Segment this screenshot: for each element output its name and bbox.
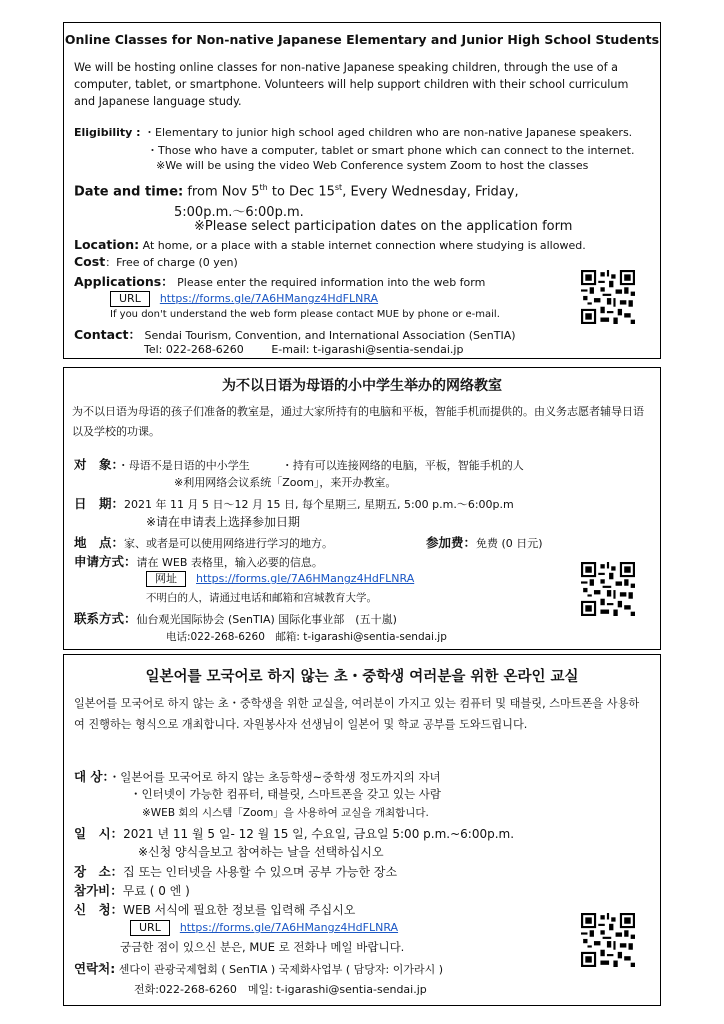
- chinese-target-row: [74, 455, 524, 473]
- zh-url-tag: 网址: [146, 571, 186, 587]
- english-applications-row: [74, 272, 485, 290]
- zh-target-1: ・母语不是日语的中小学生: [117, 459, 250, 472]
- zh-target-3: ※利用网络会议系统「Zoom」，来开办教室。: [174, 476, 397, 489]
- zh-fee-label: 参加费：: [426, 535, 477, 550]
- ko-fee-label: 참가비：: [74, 883, 123, 898]
- korean-apply-row: [74, 900, 355, 918]
- ko-contact: 센다이 관광국제협회 ( SenTIA ) 국제화사업부 ( 담당자: 이가라시 ): [118, 963, 444, 976]
- url-tag: URL: [110, 291, 150, 307]
- korean-title: 일본어를 모국어로 하지 않는 초・중학생 여러분을 위한 온라인 교실: [145, 669, 579, 685]
- zh-date: 2021 年 11 月 5 日～12 月 15 日, 每个星期三, 星期五, 5:00 p.m.～6:00p.m: [124, 498, 514, 511]
- date-sup-2: st: [334, 183, 343, 192]
- zh-date-note: ※请在申请表上选择参加日期: [146, 515, 301, 529]
- chinese-intro: 为不以日语为母语的孩子们准备的教室是，通过大家所持有的电脑和平板，智能手机而提供的。由义务志愿者辅导日语以及学校的功课。: [72, 405, 644, 438]
- english-intro: We will be hosting online classes for non-native Japanese speaking children, through the use of a computer, tablet, or smartphone. Volunteers will help support children with their school curriculum and Japanese language study.: [74, 61, 629, 108]
- korean-target-row: [74, 767, 441, 785]
- qr-code-icon: [581, 270, 635, 324]
- chinese-fee-row: [426, 533, 543, 551]
- english-form-link[interactable]: https://forms.gle/7A6HMangz4HdFLNRA: [159, 292, 379, 305]
- korean-url-row: [130, 920, 398, 936]
- cost-label: Cost: [74, 254, 106, 269]
- korean-date-row: [74, 824, 514, 842]
- chinese-url-row: [146, 571, 414, 587]
- zh-tel-email: 电话:022-268-6260 邮箱: t-igarashi@sentia-sendai.jp: [166, 631, 447, 643]
- korean-contact-row: [74, 959, 443, 977]
- english-title: Online Classes for Non-native Japanese Elementary and Junior High School Students: [64, 32, 660, 47]
- english-section: [63, 22, 661, 359]
- english-time: 5:00p.m.～6:00p.m.: [174, 205, 304, 220]
- ko-date-note: ※신청 양식을보고 참여하는 날을 선택하십시오: [138, 845, 384, 859]
- qr-code-icon: [581, 562, 635, 616]
- english-contact-row: [74, 325, 516, 343]
- ko-tel-email: 전화:022-268-6260 메일: t-igarashi@sentia-sendai.jp: [134, 983, 427, 996]
- zh-place-label: 地 点：: [74, 535, 125, 550]
- zh-apply-note: 不明白的人，请通过电话和邮箱和宫城教育大学。: [146, 592, 377, 604]
- english-date-note: ※Please select participation dates on the application form: [194, 219, 573, 234]
- zh-contact: 仙台观光国际协会 (SenTIA) 国际化事业部 (五十嵐): [136, 613, 397, 626]
- qr-code-icon: [581, 913, 635, 967]
- korean-fee-row: [74, 881, 190, 899]
- english-tel: Tel: 022-268-6260: [144, 343, 244, 356]
- ko-target-1: ・일본어를 모국어로 하지 않는 초등학생~중학생 정도까지의 자녀: [108, 770, 441, 784]
- cost-value: ：Free of charge (0 yen): [105, 256, 238, 269]
- ko-place-label: 장 소：: [74, 864, 124, 879]
- date-part-a: from Nov 5: [183, 184, 260, 200]
- chinese-section: [63, 367, 661, 650]
- chinese-apply-row: [74, 552, 323, 570]
- korean-form-link[interactable]: https://forms.gle/7A6HMangz4HdFLNRA: [179, 921, 399, 934]
- zh-contact-label: 联系方式：: [74, 611, 137, 626]
- location-label: Location:: [74, 237, 140, 252]
- chinese-place-row: [74, 533, 333, 551]
- english-date-row: [74, 183, 519, 199]
- ko-contact-label: 연락처:: [74, 961, 116, 976]
- english-location-row: [74, 237, 586, 252]
- english-app-note: If you don't understand the web form please contact MUE by phone or e-mail.: [110, 309, 500, 320]
- ko-apply: WEB 서식에 필요한 정보를 입력해 주십시오: [123, 903, 356, 917]
- english-eligibility-row: [74, 124, 632, 140]
- ko-date-label: 일 시：: [74, 826, 124, 841]
- chinese-date-row: [74, 494, 514, 512]
- date-part-b: to Dec 15: [267, 184, 335, 200]
- zh-target-label: 对 象：: [74, 457, 118, 472]
- eligibility-label: Eligibility :: [74, 126, 141, 139]
- contact-label: Contact：: [74, 327, 141, 342]
- english-email: E-mail: t-igarashi@sentia-sendai.jp: [271, 343, 464, 356]
- date-label: Date and time:: [74, 184, 184, 200]
- zh-target-2: ・持有可以连接网络的电脑，平板，智能手机的人: [281, 459, 524, 472]
- zh-apply-label: 申请方式：: [74, 554, 137, 569]
- ko-apply-note: 궁금한 점이 있으신 분은, MUE 로 전화나 메일 바랍니다.: [120, 940, 405, 954]
- ko-place: 집 또는 인터넷을 사용할 수 있으며 공부 가능한 장소: [123, 865, 398, 879]
- zh-place: 家、或者是可以使用网络进行学习的地方。: [124, 537, 334, 550]
- zh-apply: 请在 WEB 表格里，输入必要的信息。: [136, 556, 323, 569]
- english-cost-row: [74, 254, 238, 270]
- contact-value: Sendai Tourism, Convention, and International Association (SenTIA): [144, 329, 516, 342]
- eligibility-1: ・Elementary to junior high school aged children who are non-native Japanese speakers.: [144, 126, 633, 139]
- zh-fee: 免费 (0 日元): [476, 537, 543, 550]
- applications-label: Applications：: [74, 274, 174, 289]
- ko-apply-label: 신 청：: [74, 902, 124, 917]
- eligibility-2: ・Those who have a computer, tablet or smart phone which can connect to the internet.: [147, 144, 635, 157]
- ko-target-label: 대 상：: [74, 769, 109, 784]
- chinese-form-link[interactable]: https://forms.gle/7A6HMangz4HdFLNRA: [196, 572, 415, 585]
- date-part-c: , Every Wednesday, Friday,: [342, 184, 519, 200]
- date-sup-1: th: [259, 183, 268, 192]
- ko-url-tag: URL: [130, 920, 170, 936]
- korean-section: [63, 654, 661, 1006]
- ko-fee: 무료 ( 0 엔 ): [122, 884, 190, 898]
- applications-value: Please enter the required information into the web form: [177, 276, 486, 289]
- korean-place-row: [74, 862, 397, 880]
- eligibility-3: ※We will be using the video Web Conference system Zoom to host the classes: [156, 159, 589, 172]
- zh-date-label: 日 期：: [74, 496, 125, 511]
- chinese-contact-row: [74, 609, 397, 627]
- english-tel-row: [144, 343, 463, 356]
- ko-target-3: ※WEB 회의 시스템「Zoom」을 사용하여 교실을 개최합니다.: [142, 807, 429, 819]
- chinese-title: 为不以日语为母语的小中学生举办的网络教室: [222, 378, 502, 394]
- korean-intro: 일본어를 모국어로 하지 않는 초・중학생을 위한 교실을, 여러분이 가지고 있는 컴퓨터 및 태블릿, 스마트폰을 사용하여 진행하는 형식으로 개최합니다. 자원봉사자 선생님이 일본어 및 학교 공부를 도와드립니다.: [74, 697, 640, 731]
- english-url-row: [110, 291, 378, 307]
- ko-date: 2021 년 11 월 5 일- 12 월 15 일, 수요일, 금요일 5:00 p.m.~6:00p.m.: [123, 827, 515, 841]
- ko-target-2: ・인터넷이 가능한 컴퓨터, 태블릿, 스마트폰을 갖고 있는 사람: [130, 787, 442, 801]
- location-value: At home, or a place with a stable internet connection where studying is allowed.: [139, 239, 586, 252]
